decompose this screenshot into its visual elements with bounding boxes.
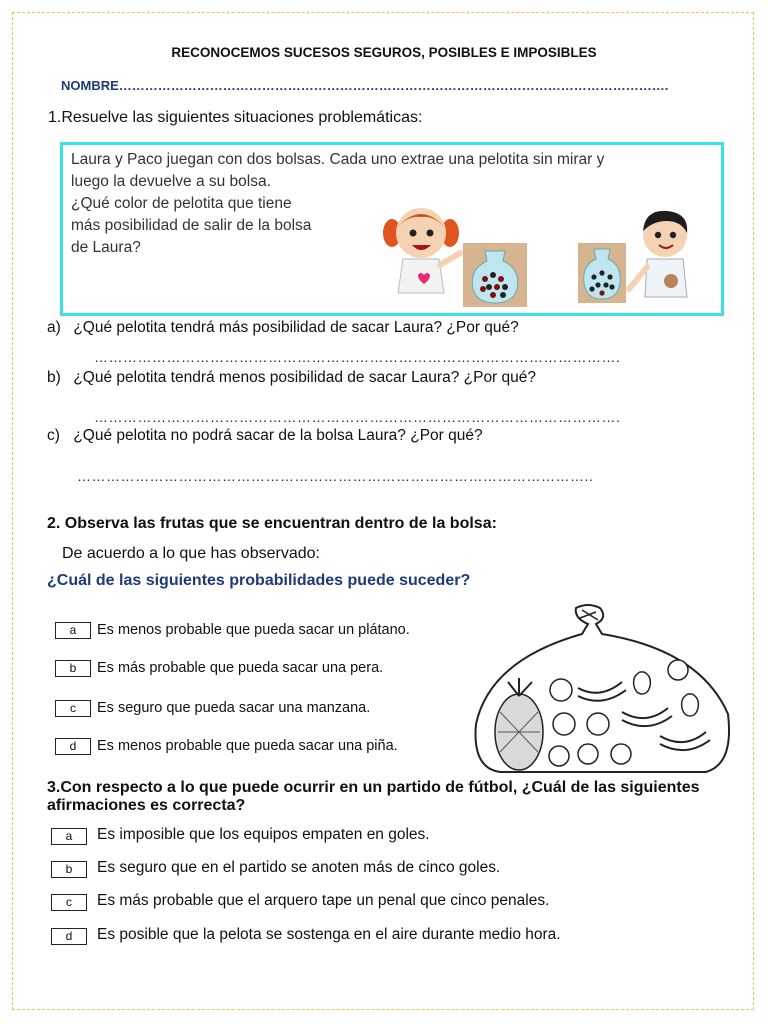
question-a-label: a): [47, 319, 61, 336]
paco-bag-illustration: [578, 243, 626, 303]
fruit-bag-illustration: [470, 604, 732, 776]
answer-line-c[interactable]: ……………………………………………………………………………………………..: [77, 468, 594, 484]
answer-line-b[interactable]: ……………………………………………………………………………………………….: [94, 409, 621, 425]
problem-line: de Laura?: [71, 239, 141, 256]
option3-checkbox-d[interactable]: d: [51, 928, 87, 945]
question-c: [47, 427, 483, 445]
answer-line-a[interactable]: ……………………………………………………………………………………………….: [94, 349, 621, 365]
option3-checkbox-a[interactable]: a: [51, 828, 87, 845]
section2-subtext: De acuerdo a lo que has observado:: [62, 545, 320, 562]
problem-line: ¿Qué color de pelotita que tiene: [71, 195, 292, 212]
question-a-text: ¿Qué pelotita tendrá más posibilidad de sacar Laura? ¿Por qué?: [73, 319, 519, 336]
option3-text-b: Es seguro que en el partido se anoten más de cinco goles.: [97, 859, 501, 876]
option-text-b: Es más probable que pueda sacar una pera.: [97, 660, 384, 676]
option3-text-d: Es posible que la pelota se sostenga en el aire durante medio hora.: [97, 926, 561, 943]
option-checkbox-c[interactable]: c: [55, 700, 91, 717]
question-b-label: b): [47, 369, 61, 386]
worksheet-title: RECONOCEMOS SUCESOS SEGUROS, POSIBLES E IMPOSIBLES: [171, 45, 597, 60]
section2-heading: 2. Observa las frutas que se encuentran dentro de la bolsa:: [47, 515, 497, 532]
option-text-c: Es seguro que pueda sacar una manzana.: [97, 700, 371, 716]
option-text-d: Es menos probable que pueda sacar una piña.: [97, 738, 398, 754]
question-b: [47, 369, 536, 387]
problem-box: [60, 142, 724, 316]
option3-checkbox-c[interactable]: c: [51, 894, 87, 911]
option3-checkbox-b[interactable]: b: [51, 861, 87, 878]
section1-heading: 1.Resuelve las siguientes situaciones problemáticas:: [48, 109, 423, 126]
option3-text-c: Es más probable que el arquero tape un penal que cinco penales.: [97, 892, 550, 909]
option-checkbox-d[interactable]: d: [55, 738, 91, 755]
girl-illustration: [378, 203, 468, 299]
boy-illustration: [623, 207, 701, 307]
problem-line: más posibilidad de salir de la bolsa: [71, 217, 312, 234]
problem-line: Laura y Paco juegan con dos bolsas. Cada uno extrae una pelotita sin mirar y: [71, 151, 605, 168]
section2-question: ¿Cuál de las siguientes probabilidades puede suceder?: [47, 572, 471, 589]
section3-heading: 3.Con respecto a lo que puede ocurrir en un partido de fútbol, ¿Cuál de las siguientes afirmaciones es correcta?: [47, 779, 700, 814]
problem-line: luego la devuelve a su bolsa.: [71, 173, 271, 190]
option-checkbox-b[interactable]: b: [55, 660, 91, 677]
option-text-a: Es menos probable que pueda sacar un plátano.: [97, 622, 410, 638]
question-a: [47, 319, 519, 337]
laura-bag-illustration: [463, 243, 527, 307]
option3-text-a: Es imposible que los equipos empaten en goles.: [97, 826, 430, 843]
question-c-text: ¿Qué pelotita no podrá sacar de la bolsa Laura? ¿Por qué?: [73, 427, 483, 444]
question-b-text: ¿Qué pelotita tendrá menos posibilidad de sacar Laura? ¿Por qué?: [73, 369, 537, 386]
option-checkbox-a[interactable]: a: [55, 622, 91, 639]
question-c-label: c): [47, 427, 60, 444]
name-field[interactable]: NOMBRE……………………………………………………………………………………………………………….: [61, 78, 669, 93]
